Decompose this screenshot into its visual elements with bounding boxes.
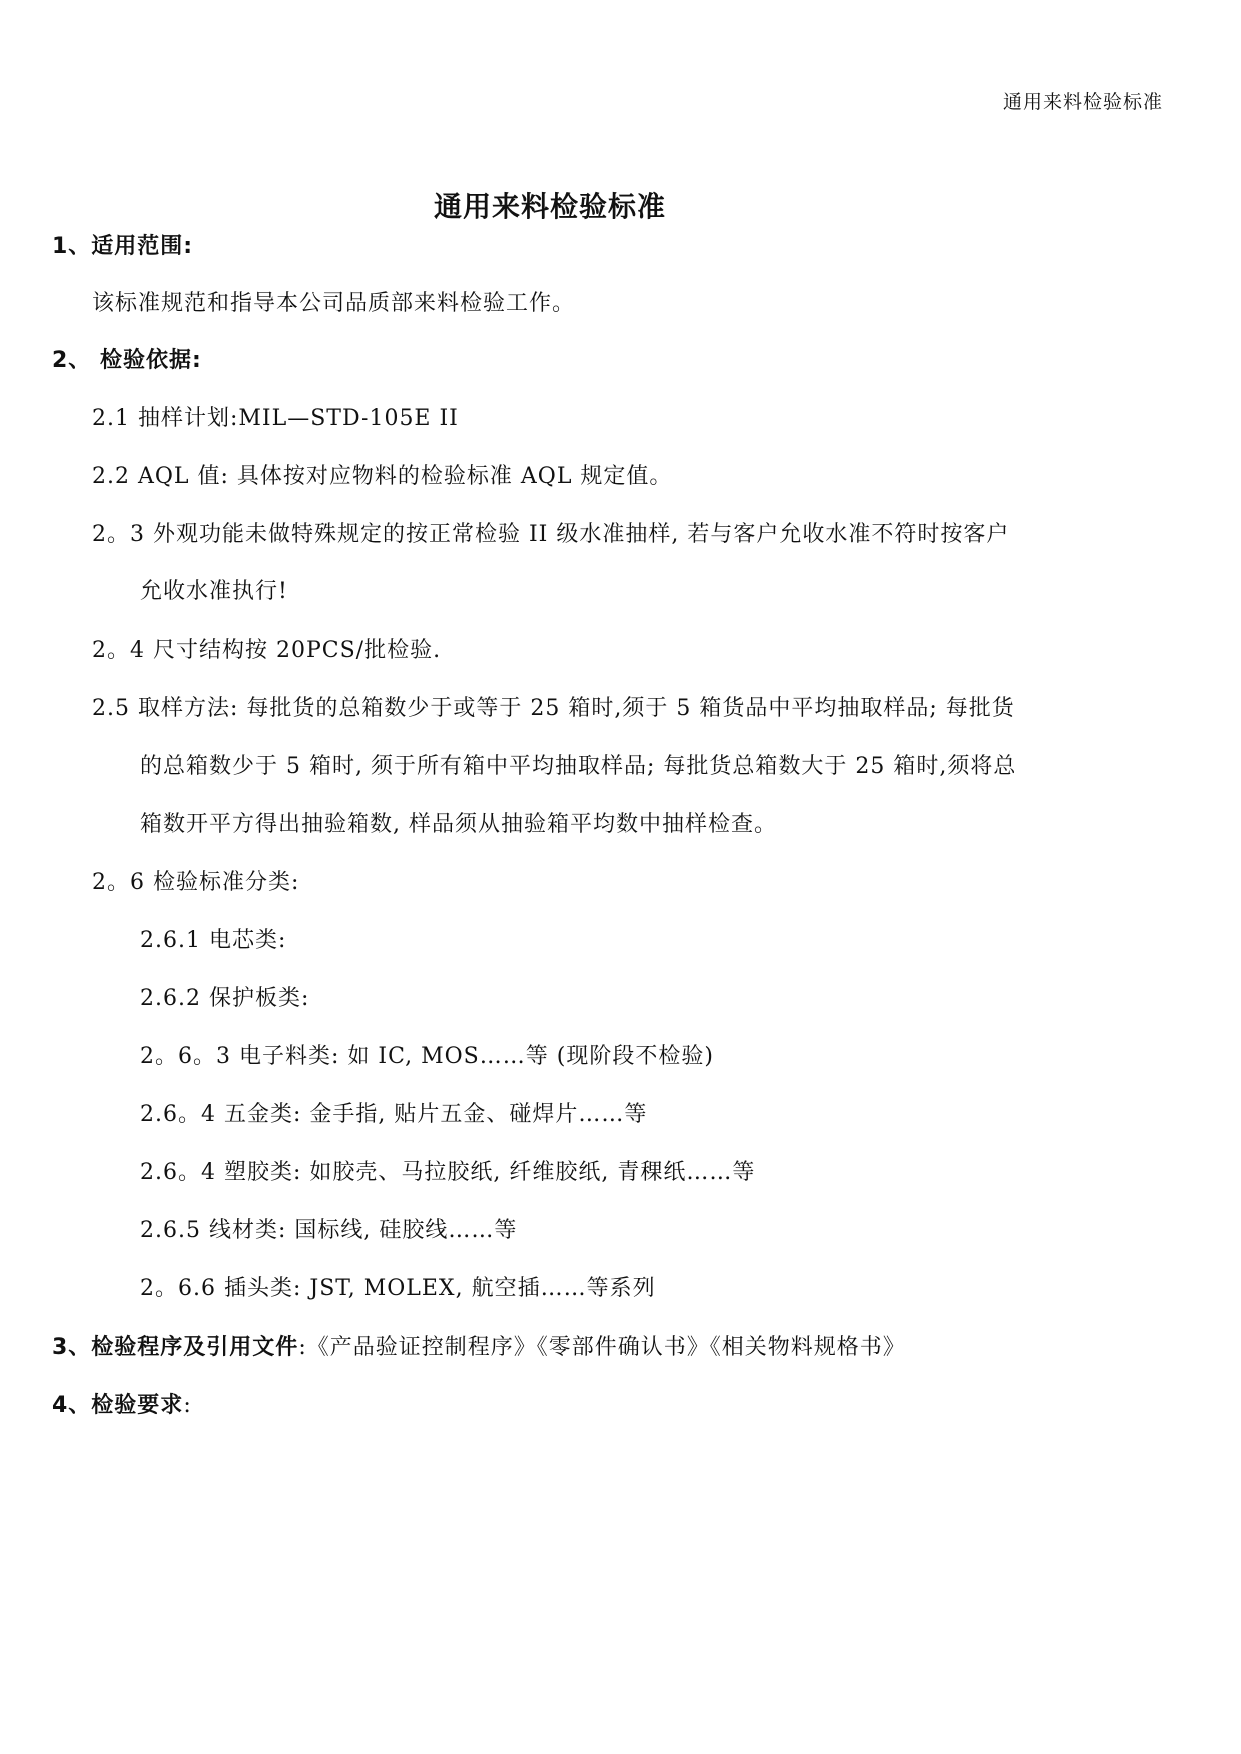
- section-4-colon: :: [183, 1393, 192, 1418]
- item-2-3-line-1: 2。3 外观功能未做特殊规定的按正常检验 II 级水准抽样, 若与客户允收水准不符时按客户: [92, 522, 1010, 547]
- item-2-6-1: 2.6.1 电芯类:: [140, 928, 287, 953]
- section-1-text: 该标准规范和指导本公司品质部来料检验工作。: [92, 291, 576, 316]
- item-2-6-5: 2.6.5 线材类: 国标线, 硅胶线……等: [140, 1218, 518, 1243]
- running-header: 通用来料检验标准: [1003, 91, 1164, 113]
- item-2-1: 2.1 抽样计划:MIL—STD-105E II: [92, 406, 459, 431]
- section-3-text: :《产品验证控制程序》《零部件确认书》《相关物料规格书》: [298, 1335, 906, 1360]
- item-2-5-line-2: 的总箱数少于 5 箱时, 须于所有箱中平均抽取样品; 每批货总箱数大于 25 箱时,须将总: [140, 754, 1017, 779]
- item-2-4: 2。4 尺寸结构按 20PCS/批检验.: [92, 638, 442, 663]
- item-2-6-6: 2。6.6 插头类: JST, MOLEX, 航空插……等系列: [140, 1276, 656, 1301]
- section-4: [52, 1392, 192, 1420]
- section-4-heading: 4、检验要求: [52, 1393, 184, 1418]
- section-3-heading: 3、检验程序及引用文件: [52, 1335, 299, 1360]
- item-2-6: 2。6 检验标准分类:: [92, 870, 300, 895]
- section-2-heading: 2、 检验依据:: [52, 348, 202, 373]
- item-2-3-line-2: 允收水准执行!: [140, 579, 288, 604]
- item-2-6-3: 2。6。3 电子料类: 如 IC, MOS……等 (现阶段不检验): [140, 1044, 714, 1069]
- document-title: 通用来料检验标准: [433, 190, 666, 223]
- item-2-6-4-plastic: 2.6。4 塑胶类: 如胶壳、马拉胶纸, 纤维胶纸, 青稞纸……等: [140, 1160, 756, 1185]
- item-2-2: 2.2 AQL 值: 具体按对应物料的检验标准 AQL 规定值。: [92, 464, 673, 489]
- item-2-6-2: 2.6.2 保护板类:: [140, 986, 310, 1011]
- section-1-heading: 1、适用范围:: [52, 234, 194, 259]
- item-2-5-line-1: 2.5 取样方法: 每批货的总箱数少于或等于 25 箱时,须于 5 箱货品中平均抽取样品; 每批货: [92, 696, 1015, 721]
- item-2-5-line-3: 箱数开平方得出抽验箱数, 样品须从抽验箱平均数中抽样检查。: [140, 812, 777, 837]
- section-3: [52, 1334, 906, 1362]
- item-2-6-4-hardware: 2.6。4 五金类: 金手指, 贴片五金、碰焊片……等: [140, 1102, 648, 1127]
